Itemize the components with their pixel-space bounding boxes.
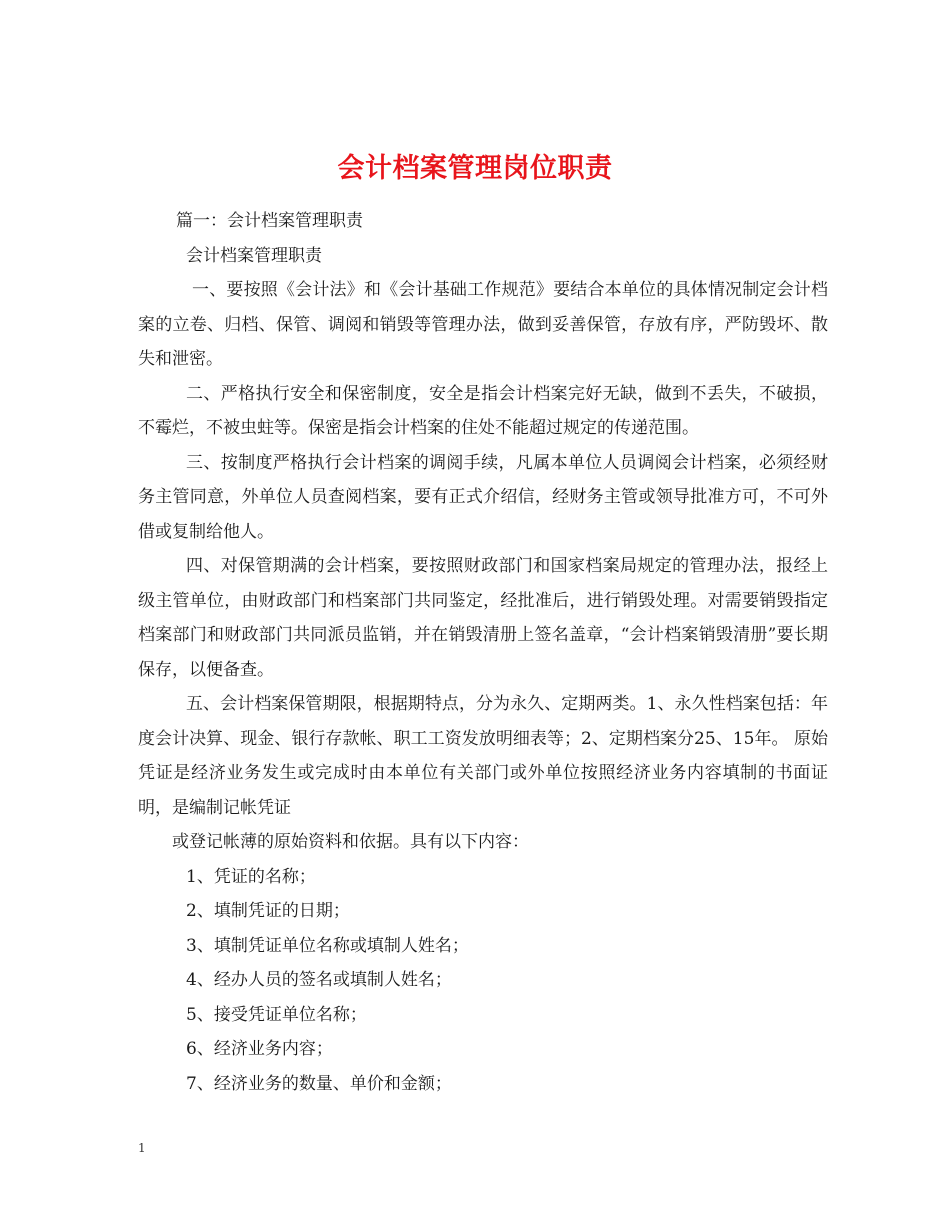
list-item: 4、经办人员的签名或填制人姓名； <box>186 970 452 990</box>
paragraph-1: 一、要按照《会计法》和《会计基础工作规范》要结合本单位的具体情况制定会计档案的立卷、归档、保管、调阅和销毁等管理办法，做到妥善保管，存放有序，严防毁坏、散失和泄密。 <box>138 280 828 369</box>
list-item: 2、填制凭证的日期； <box>186 901 350 921</box>
page-number: 1 <box>138 1141 146 1155</box>
document-title: 会计档案管理岗位职责 <box>337 153 613 185</box>
continuation-paragraph: 或登记帐薄的原始资料和依据。具有以下内容： <box>172 832 529 852</box>
section-heading: 篇一：会计档案管理职责 <box>176 211 363 231</box>
list-item: 1、凭证的名称； <box>186 866 316 887</box>
sub-heading: 会计档案管理职责 <box>186 245 322 266</box>
document-body <box>138 204 828 1101</box>
paragraph-5: 五、会计档案保管期限，根据期特点，分为永久、定期两类。1、永久性档案包括：年度会计决算、现金、银行存款帐、职工工资发放明细表等；2、定期档案分25、15年。 原始凭证是经济业务发生或完成时由本单位有关部门或外单位按照经济业务内容填制的书面证明，是编制记帐凭证 <box>138 694 828 818</box>
paragraph-2: 二、严格执行安全和保密制度，安全是指会计档案完好无缺，做到不丢失，不破损，不霉烂，不被虫蛀等。保密是指会计档案的住处不能超过规定的传递范围。 <box>138 383 828 438</box>
paragraph-4: 四、对保管期满的会计档案，要按照财政部门和国家档案局规定的管理办法，报经上级主管单位，由财政部门和档案部门共同鉴定，经批准后，进行销毁处理。对需要销毁指定档案部门和财政部门共同派员监销，并在销毁清册上签名盖章，“会计档案销毁清册”要长期保存，以便备查。 <box>138 556 828 680</box>
list-item: 7、经济业务的数量、单价和金额； <box>186 1073 452 1094</box>
list-item: 3、填制凭证单位名称或填制人姓名； <box>186 935 469 956</box>
paragraph-3: 三、按制度严格执行会计档案的调阅手续，凡属本单位人员调阅会计档案，必须经财务主管同意，外单位人员查阅档案，要有正式介绍信，经财务主管或领导批准方可，不可外借或复制给他人。 <box>138 452 828 542</box>
list-item: 6、经济业务内容； <box>186 1039 333 1059</box>
list-item: 5、接受凭证单位名称； <box>186 1004 367 1025</box>
